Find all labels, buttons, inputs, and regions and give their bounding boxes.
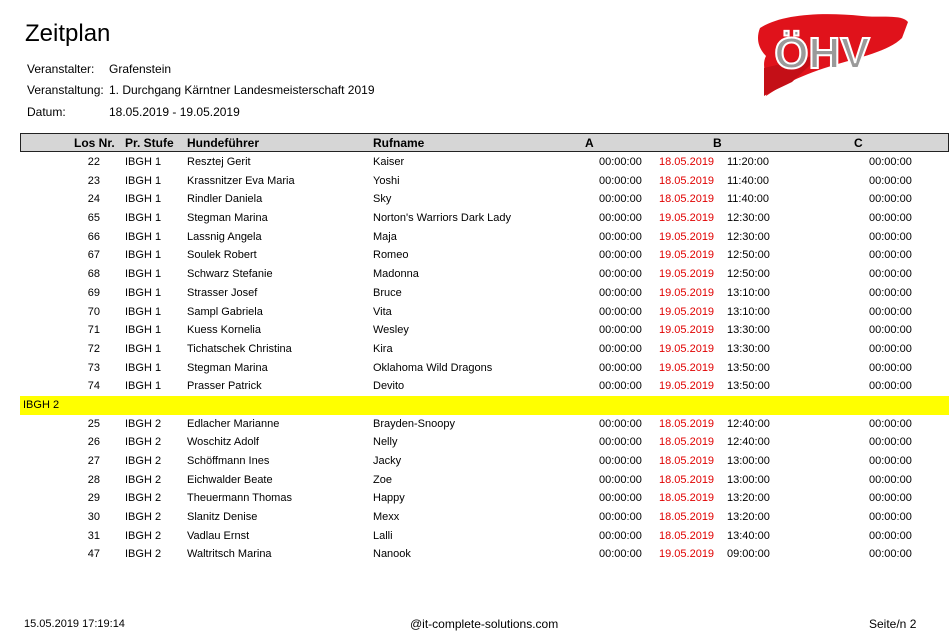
print-timestamp: 15.05.2019 17:19:14 bbox=[24, 618, 125, 630]
cell-ruf: Zoe bbox=[373, 473, 392, 486]
cell-c: 00:00:00 bbox=[869, 473, 912, 486]
cell-a: 00:00:00 bbox=[599, 193, 642, 206]
cell-time: 12:50:00 bbox=[727, 249, 770, 262]
cell-stufe: IBGH 2 bbox=[125, 492, 162, 505]
cell-los: 65 bbox=[87, 212, 100, 225]
meta-value: Grafenstein bbox=[109, 62, 172, 76]
cell-hf: Vadlau Ernst bbox=[187, 529, 250, 542]
cell-a: 00:00:00 bbox=[599, 324, 642, 337]
cell-a: 00:00:00 bbox=[599, 342, 642, 355]
cell-c: 00:00:00 bbox=[869, 174, 912, 187]
table-row bbox=[0, 209, 950, 228]
cell-c: 00:00:00 bbox=[869, 548, 912, 561]
cell-ruf: Nanook bbox=[373, 548, 411, 561]
table-row bbox=[0, 452, 950, 471]
cell-a: 00:00:00 bbox=[599, 230, 642, 243]
table-row bbox=[0, 284, 950, 303]
cell-date: 18.05.2019 bbox=[659, 455, 715, 467]
cell-los: 31 bbox=[87, 529, 100, 542]
cell-c: 00:00:00 bbox=[869, 212, 912, 225]
table-row bbox=[0, 303, 950, 322]
cell-los: 67 bbox=[87, 249, 100, 262]
table-body bbox=[0, 153, 950, 564]
cell-a: 00:00:00 bbox=[599, 417, 642, 430]
meta-value: 1. Durchgang Kärntner Landesmeisterschaft 2019 bbox=[109, 83, 375, 97]
cell-date: 18.05.2019 bbox=[659, 156, 715, 168]
cell-c: 00:00:00 bbox=[869, 529, 912, 542]
cell-date: 19.05.2019 bbox=[659, 324, 715, 337]
meta-organizer bbox=[27, 61, 171, 77]
col-stufe: Pr. Stufe bbox=[125, 136, 174, 150]
table-row bbox=[0, 489, 950, 508]
cell-a: 00:00:00 bbox=[599, 548, 642, 561]
cell-c: 00:00:00 bbox=[869, 286, 912, 299]
table-row bbox=[0, 153, 950, 172]
cell-los: 47 bbox=[87, 548, 100, 561]
meta-date bbox=[27, 104, 240, 120]
cell-stufe: IBGH 2 bbox=[125, 473, 162, 486]
cell-a: 00:00:00 bbox=[599, 286, 642, 299]
cell-ruf: Happy bbox=[373, 492, 405, 505]
cell-hf: Kuess Kornelia bbox=[187, 324, 261, 337]
cell-time: 11:40:00 bbox=[727, 174, 770, 187]
cell-c: 00:00:00 bbox=[869, 324, 912, 337]
cell-c: 00:00:00 bbox=[869, 361, 912, 374]
page-number: Seite/n 2 bbox=[869, 617, 917, 631]
cell-time: 13:00:00 bbox=[727, 455, 770, 467]
table-header bbox=[20, 133, 949, 152]
cell-date: 19.05.2019 bbox=[659, 380, 715, 393]
cell-los: 23 bbox=[87, 174, 100, 187]
cell-a: 00:00:00 bbox=[599, 380, 642, 393]
cell-c: 00:00:00 bbox=[869, 268, 912, 281]
table-row bbox=[0, 527, 950, 546]
cell-a: 00:00:00 bbox=[599, 174, 642, 187]
cell-time: 13:30:00 bbox=[727, 342, 770, 355]
cell-time: 13:50:00 bbox=[727, 380, 770, 393]
table-row bbox=[0, 190, 950, 209]
cell-stufe: IBGH 1 bbox=[125, 361, 162, 374]
cell-stufe: IBGH 1 bbox=[125, 380, 162, 393]
cell-los: 22 bbox=[87, 156, 100, 168]
cell-time: 12:30:00 bbox=[727, 212, 770, 225]
cell-ruf: Jacky bbox=[373, 455, 402, 467]
cell-stufe: IBGH 1 bbox=[125, 305, 162, 318]
table-row bbox=[0, 359, 950, 378]
cell-stufe: IBGH 1 bbox=[125, 230, 162, 243]
cell-los: 27 bbox=[87, 455, 100, 467]
cell-ruf: Devito bbox=[373, 380, 405, 393]
cell-c: 00:00:00 bbox=[869, 417, 912, 430]
cell-ruf: Romeo bbox=[373, 249, 409, 262]
cell-date: 18.05.2019 bbox=[659, 492, 715, 505]
page-title: Zeitplan bbox=[25, 20, 111, 47]
cell-los: 73 bbox=[87, 361, 100, 374]
ohv-logo bbox=[752, 8, 912, 100]
cell-c: 00:00:00 bbox=[869, 230, 912, 243]
cell-hf: Lassnig Angela bbox=[187, 230, 262, 243]
cell-los: 71 bbox=[87, 324, 100, 337]
cell-c: 00:00:00 bbox=[869, 436, 912, 449]
cell-a: 00:00:00 bbox=[599, 305, 642, 318]
cell-date: 19.05.2019 bbox=[659, 212, 715, 225]
cell-a: 00:00:00 bbox=[599, 455, 642, 467]
group-label: IBGH 2 bbox=[23, 398, 60, 411]
cell-ruf: Bruce bbox=[373, 286, 402, 299]
cell-a: 00:00:00 bbox=[599, 268, 642, 281]
cell-c: 00:00:00 bbox=[869, 249, 912, 262]
cell-stufe: IBGH 1 bbox=[125, 286, 162, 299]
table-row bbox=[0, 172, 950, 191]
cell-stufe: IBGH 2 bbox=[125, 417, 162, 430]
col-a: A bbox=[585, 136, 594, 150]
cell-date: 19.05.2019 bbox=[659, 342, 715, 355]
table-row bbox=[0, 377, 950, 396]
cell-ruf: Yoshi bbox=[373, 174, 400, 187]
cell-c: 00:00:00 bbox=[869, 305, 912, 318]
cell-los: 25 bbox=[87, 417, 100, 430]
cell-time: 13:40:00 bbox=[727, 529, 770, 542]
cell-ruf: Oklahoma Wild Dragons bbox=[373, 361, 493, 374]
cell-ruf: Nelly bbox=[373, 436, 398, 449]
cell-ruf: Mexx bbox=[373, 511, 400, 524]
cell-time: 13:10:00 bbox=[727, 286, 770, 299]
cell-time: 13:10:00 bbox=[727, 305, 770, 318]
table-row bbox=[0, 508, 950, 527]
cell-date: 18.05.2019 bbox=[659, 473, 715, 486]
cell-hf: Prasser Patrick bbox=[187, 380, 262, 393]
meta-event bbox=[27, 82, 375, 98]
cell-hf: Stegman Marina bbox=[187, 361, 268, 374]
cell-a: 00:00:00 bbox=[599, 212, 642, 225]
cell-date: 19.05.2019 bbox=[659, 305, 715, 318]
cell-los: 70 bbox=[87, 305, 100, 318]
cell-hf: Woschitz Adolf bbox=[187, 436, 259, 449]
cell-ruf: Maja bbox=[373, 230, 397, 243]
cell-date: 19.05.2019 bbox=[659, 286, 715, 299]
meta-label: Datum: bbox=[27, 105, 66, 119]
meta-label: Veranstaltung: bbox=[27, 83, 104, 97]
table-row bbox=[0, 321, 950, 340]
cell-time: 13:00:00 bbox=[727, 473, 770, 486]
cell-date: 19.05.2019 bbox=[659, 249, 715, 262]
col-hundefuehrer: Hundeführer bbox=[187, 136, 259, 150]
table-row bbox=[0, 340, 950, 359]
cell-a: 00:00:00 bbox=[599, 361, 642, 374]
cell-time: 13:20:00 bbox=[727, 492, 770, 505]
cell-stufe: IBGH 1 bbox=[125, 342, 162, 355]
table-row bbox=[0, 246, 950, 265]
cell-los: 66 bbox=[87, 230, 100, 243]
cell-hf: Rindler Daniela bbox=[187, 193, 263, 206]
cell-a: 00:00:00 bbox=[599, 473, 642, 486]
cell-date: 19.05.2019 bbox=[659, 548, 715, 561]
cell-hf: Waltritsch Marina bbox=[187, 548, 272, 561]
cell-los: 28 bbox=[87, 473, 100, 486]
table-row bbox=[0, 545, 950, 564]
cell-date: 18.05.2019 bbox=[659, 417, 715, 430]
cell-date: 19.05.2019 bbox=[659, 268, 715, 281]
cell-date: 18.05.2019 bbox=[659, 436, 715, 449]
cell-stufe: IBGH 2 bbox=[125, 529, 162, 542]
cell-time: 11:40:00 bbox=[727, 193, 770, 206]
cell-time: 12:40:00 bbox=[727, 436, 770, 449]
cell-hf: Schöffmann Ines bbox=[187, 455, 270, 467]
meta-label: Veranstalter: bbox=[27, 62, 95, 76]
cell-hf: Edlacher Marianne bbox=[187, 417, 280, 430]
cell-los: 69 bbox=[87, 286, 100, 299]
cell-stufe: IBGH 2 bbox=[125, 548, 162, 561]
cell-ruf: Sky bbox=[373, 193, 392, 206]
cell-c: 00:00:00 bbox=[869, 511, 912, 524]
cell-stufe: IBGH 1 bbox=[125, 156, 162, 168]
cell-c: 00:00:00 bbox=[869, 380, 912, 393]
cell-stufe: IBGH 1 bbox=[125, 193, 162, 206]
cell-time: 13:30:00 bbox=[727, 324, 770, 337]
col-b: B bbox=[713, 136, 722, 150]
table-row bbox=[0, 265, 950, 284]
cell-los: 72 bbox=[87, 342, 100, 355]
table-row bbox=[0, 433, 950, 452]
cell-hf: Soulek Robert bbox=[187, 249, 257, 262]
col-rufname: Rufname bbox=[373, 136, 425, 150]
cell-stufe: IBGH 1 bbox=[125, 249, 162, 262]
cell-hf: Resztej Gerit bbox=[187, 156, 251, 168]
cell-date: 19.05.2019 bbox=[659, 230, 715, 243]
cell-hf: Strasser Josef bbox=[187, 286, 258, 299]
cell-hf: Schwarz Stefanie bbox=[187, 268, 273, 281]
cell-a: 00:00:00 bbox=[599, 492, 642, 505]
table-row bbox=[0, 471, 950, 490]
cell-a: 00:00:00 bbox=[599, 249, 642, 262]
cell-hf: Krassnitzer Eva Maria bbox=[187, 174, 295, 187]
cell-los: 74 bbox=[87, 380, 100, 393]
cell-stufe: IBGH 1 bbox=[125, 324, 162, 337]
footer-site: @it-complete-solutions.com bbox=[410, 617, 559, 631]
cell-ruf: Kaiser bbox=[373, 156, 405, 168]
cell-hf: Theuermann Thomas bbox=[187, 492, 292, 505]
cell-ruf: Lalli bbox=[373, 529, 393, 542]
table-row bbox=[0, 415, 950, 434]
cell-date: 18.05.2019 bbox=[659, 511, 715, 524]
cell-date: 19.05.2019 bbox=[659, 361, 715, 374]
table-row bbox=[0, 228, 950, 247]
cell-hf: Tichatschek Christina bbox=[187, 342, 292, 355]
cell-c: 00:00:00 bbox=[869, 342, 912, 355]
cell-date: 18.05.2019 bbox=[659, 193, 715, 206]
cell-ruf: Brayden-Snoopy bbox=[373, 417, 455, 430]
group-row bbox=[20, 396, 949, 415]
cell-los: 68 bbox=[87, 268, 100, 281]
cell-a: 00:00:00 bbox=[599, 436, 642, 449]
cell-a: 00:00:00 bbox=[599, 156, 642, 168]
cell-c: 00:00:00 bbox=[869, 455, 912, 467]
cell-hf: Slanitz Denise bbox=[187, 511, 258, 524]
cell-c: 00:00:00 bbox=[869, 492, 912, 505]
cell-los: 24 bbox=[87, 193, 100, 206]
col-los: Los Nr. bbox=[74, 136, 115, 150]
cell-los: 30 bbox=[87, 511, 100, 524]
cell-a: 00:00:00 bbox=[599, 511, 642, 524]
cell-time: 13:20:00 bbox=[727, 511, 770, 524]
cell-ruf: Wesley bbox=[373, 324, 409, 337]
cell-c: 00:00:00 bbox=[869, 156, 912, 168]
cell-c: 00:00:00 bbox=[869, 193, 912, 206]
cell-stufe: IBGH 1 bbox=[125, 174, 162, 187]
meta-value: 18.05.2019 - 19.05.2019 bbox=[109, 105, 240, 119]
cell-hf: Sampl Gabriela bbox=[187, 305, 263, 318]
cell-stufe: IBGH 1 bbox=[125, 268, 162, 281]
cell-stufe: IBGH 2 bbox=[125, 436, 162, 449]
cell-time: 12:30:00 bbox=[727, 230, 770, 243]
cell-stufe: IBGH 2 bbox=[125, 511, 162, 524]
cell-ruf: Norton's Warriors Dark Lady bbox=[373, 212, 512, 225]
logo-text: ÖHV bbox=[774, 29, 870, 78]
cell-ruf: Kira bbox=[373, 342, 393, 355]
cell-los: 29 bbox=[87, 492, 100, 505]
cell-time: 11:20:00 bbox=[727, 156, 770, 168]
cell-time: 12:50:00 bbox=[727, 268, 770, 281]
cell-ruf: Madonna bbox=[373, 268, 419, 281]
cell-time: 13:50:00 bbox=[727, 361, 770, 374]
cell-stufe: IBGH 2 bbox=[125, 455, 162, 467]
cell-time: 12:40:00 bbox=[727, 417, 770, 430]
col-c: C bbox=[854, 136, 863, 150]
cell-ruf: Vita bbox=[373, 305, 392, 318]
cell-stufe: IBGH 1 bbox=[125, 212, 162, 225]
cell-time: 09:00:00 bbox=[727, 548, 770, 561]
cell-hf: Eichwalder Beate bbox=[187, 473, 273, 486]
cell-los: 26 bbox=[87, 436, 100, 449]
cell-hf: Stegman Marina bbox=[187, 212, 268, 225]
cell-date: 18.05.2019 bbox=[659, 174, 715, 187]
cell-date: 18.05.2019 bbox=[659, 529, 715, 542]
cell-a: 00:00:00 bbox=[599, 529, 642, 542]
